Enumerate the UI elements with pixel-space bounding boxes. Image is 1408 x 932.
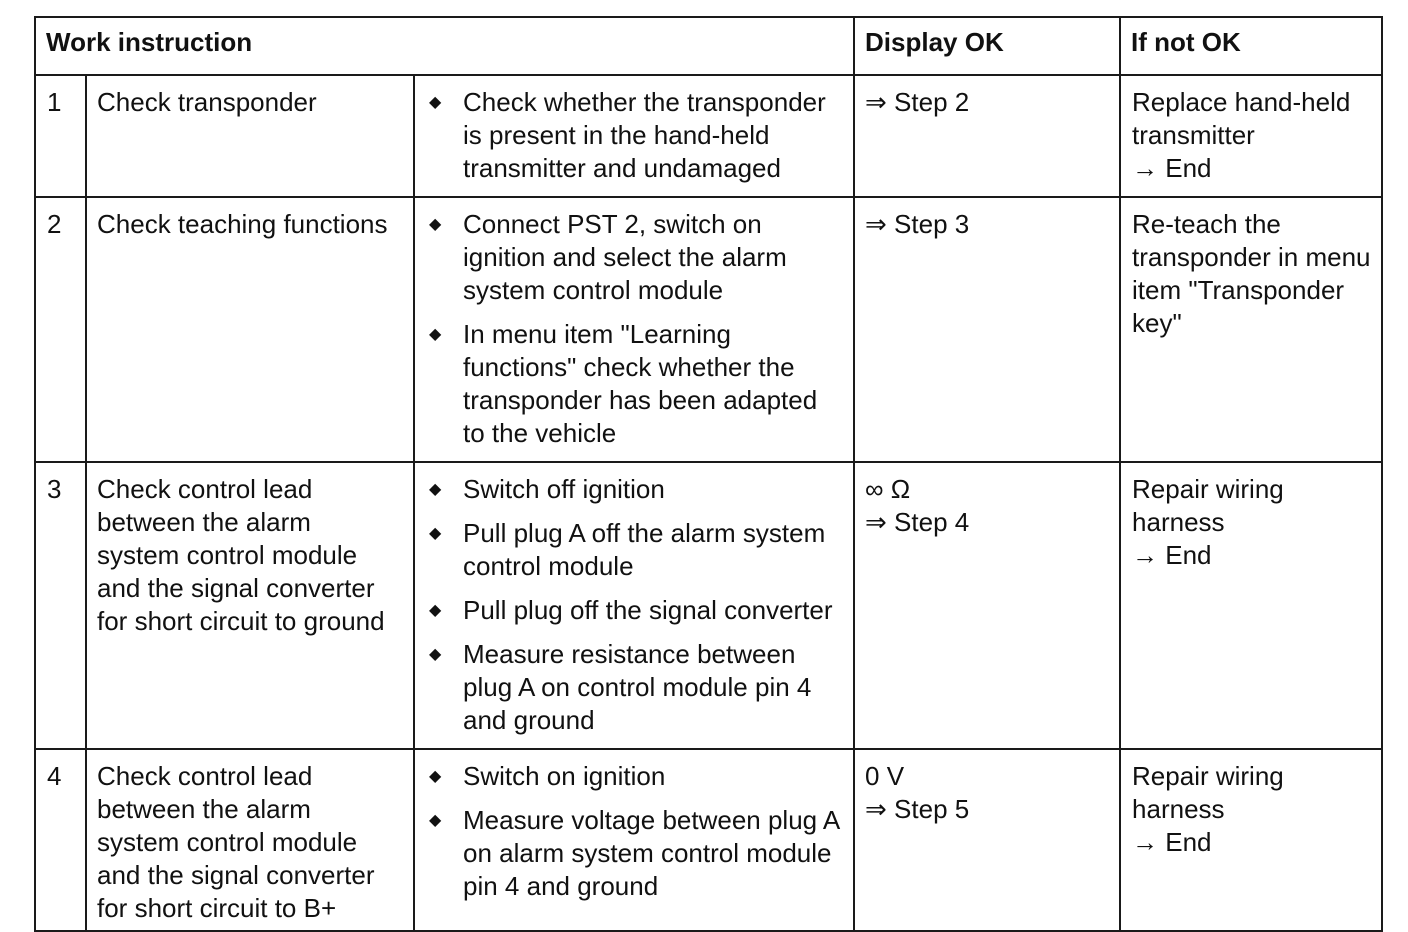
step-title-text: Check control lead between the alarm system control module and the signal converter for short circuit to B+ bbox=[97, 761, 375, 923]
step-number: 4 bbox=[35, 749, 86, 931]
list-item: ◆ Pull plug off the signal converter bbox=[429, 595, 833, 625]
bullet-icon: ◆ bbox=[429, 768, 442, 785]
list-item: ◆ Switch off ignition bbox=[429, 474, 665, 504]
if-not-ok-action: Replace hand-held transmitter bbox=[1132, 87, 1351, 150]
bullet-icon: ◆ bbox=[429, 602, 442, 619]
step-number: 3 bbox=[35, 462, 86, 749]
if-not-ok-end: → End bbox=[1132, 153, 1212, 183]
bullet-icon: ◆ bbox=[429, 326, 442, 343]
step-actions bbox=[414, 462, 854, 749]
work-instruction-table bbox=[34, 16, 1383, 932]
display-ok-value: ∞ Ω bbox=[865, 474, 911, 504]
header-work-instruction: Work instruction bbox=[35, 17, 854, 75]
header-row bbox=[35, 17, 1382, 75]
table-row bbox=[35, 197, 1382, 462]
list-item: ◆ Check whether the transponder is present in the hand-held transmitter and undamaged bbox=[429, 87, 826, 183]
list-item: ◆ Connect PST 2, switch on ignition and select the alarm system control module bbox=[429, 209, 787, 305]
bullet-icon: ◆ bbox=[429, 812, 442, 829]
step-actions bbox=[414, 197, 854, 462]
header-display-ok: Display OK bbox=[854, 17, 1120, 75]
display-ok-value: ⇒ Step 2 bbox=[865, 87, 970, 117]
step-title bbox=[86, 197, 414, 462]
list-item: ◆ In menu item "Learning functions" check whether the transponder has been adapted to the vehicle bbox=[429, 319, 818, 448]
display-ok-cell bbox=[854, 75, 1120, 197]
bullet-icon: ◆ bbox=[429, 94, 442, 111]
if-not-ok-action: Re-teach the transponder in menu item "Transponder key" bbox=[1132, 209, 1371, 338]
step-title-text: Check transponder bbox=[97, 87, 317, 117]
bullet-icon: ◆ bbox=[429, 525, 442, 542]
if-not-ok-cell bbox=[1120, 749, 1382, 931]
display-ok-next-step: ⇒ Step 4 bbox=[865, 507, 970, 537]
step-title-text: Check control lead between the alarm system control module and the signal converter for short circuit to ground bbox=[97, 474, 385, 636]
if-not-ok-cell bbox=[1120, 75, 1382, 197]
step-title bbox=[86, 462, 414, 749]
header-if-not-ok: If not OK bbox=[1120, 17, 1382, 75]
bullet-icon: ◆ bbox=[429, 481, 442, 498]
list-item: ◆ Pull plug A off the alarm system control module bbox=[429, 518, 826, 581]
step-title bbox=[86, 75, 414, 197]
bullet-icon: ◆ bbox=[429, 646, 442, 663]
if-not-ok-action: Repair wiring harness bbox=[1132, 474, 1284, 537]
display-ok-cell bbox=[854, 749, 1120, 931]
display-ok-value: 0 V bbox=[865, 761, 905, 791]
step-number: 1 bbox=[35, 75, 86, 197]
table-row bbox=[35, 749, 1382, 931]
display-ok-cell bbox=[854, 462, 1120, 749]
step-actions bbox=[414, 749, 854, 931]
if-not-ok-action: Repair wiring harness bbox=[1132, 761, 1284, 824]
step-title-text: Check teaching functions bbox=[97, 209, 388, 239]
if-not-ok-end: → End bbox=[1132, 540, 1212, 570]
list-item: ◆ Switch on ignition bbox=[429, 761, 666, 791]
step-title bbox=[86, 749, 414, 931]
step-number: 2 bbox=[35, 197, 86, 462]
table-row bbox=[35, 75, 1382, 197]
if-not-ok-end: → End bbox=[1132, 827, 1212, 857]
table-row bbox=[35, 462, 1382, 749]
display-ok-next-step: ⇒ Step 5 bbox=[865, 794, 970, 824]
step-actions bbox=[414, 75, 854, 197]
if-not-ok-cell bbox=[1120, 462, 1382, 749]
list-item: ◆ Measure resistance between plug A on control module pin 4 and ground bbox=[429, 639, 812, 735]
display-ok-value: ⇒ Step 3 bbox=[865, 209, 970, 239]
if-not-ok-cell bbox=[1120, 197, 1382, 462]
list-item: ◆ Measure voltage between plug A on alarm system control module pin 4 and ground bbox=[429, 805, 839, 901]
display-ok-cell bbox=[854, 197, 1120, 462]
bullet-icon: ◆ bbox=[429, 216, 442, 233]
